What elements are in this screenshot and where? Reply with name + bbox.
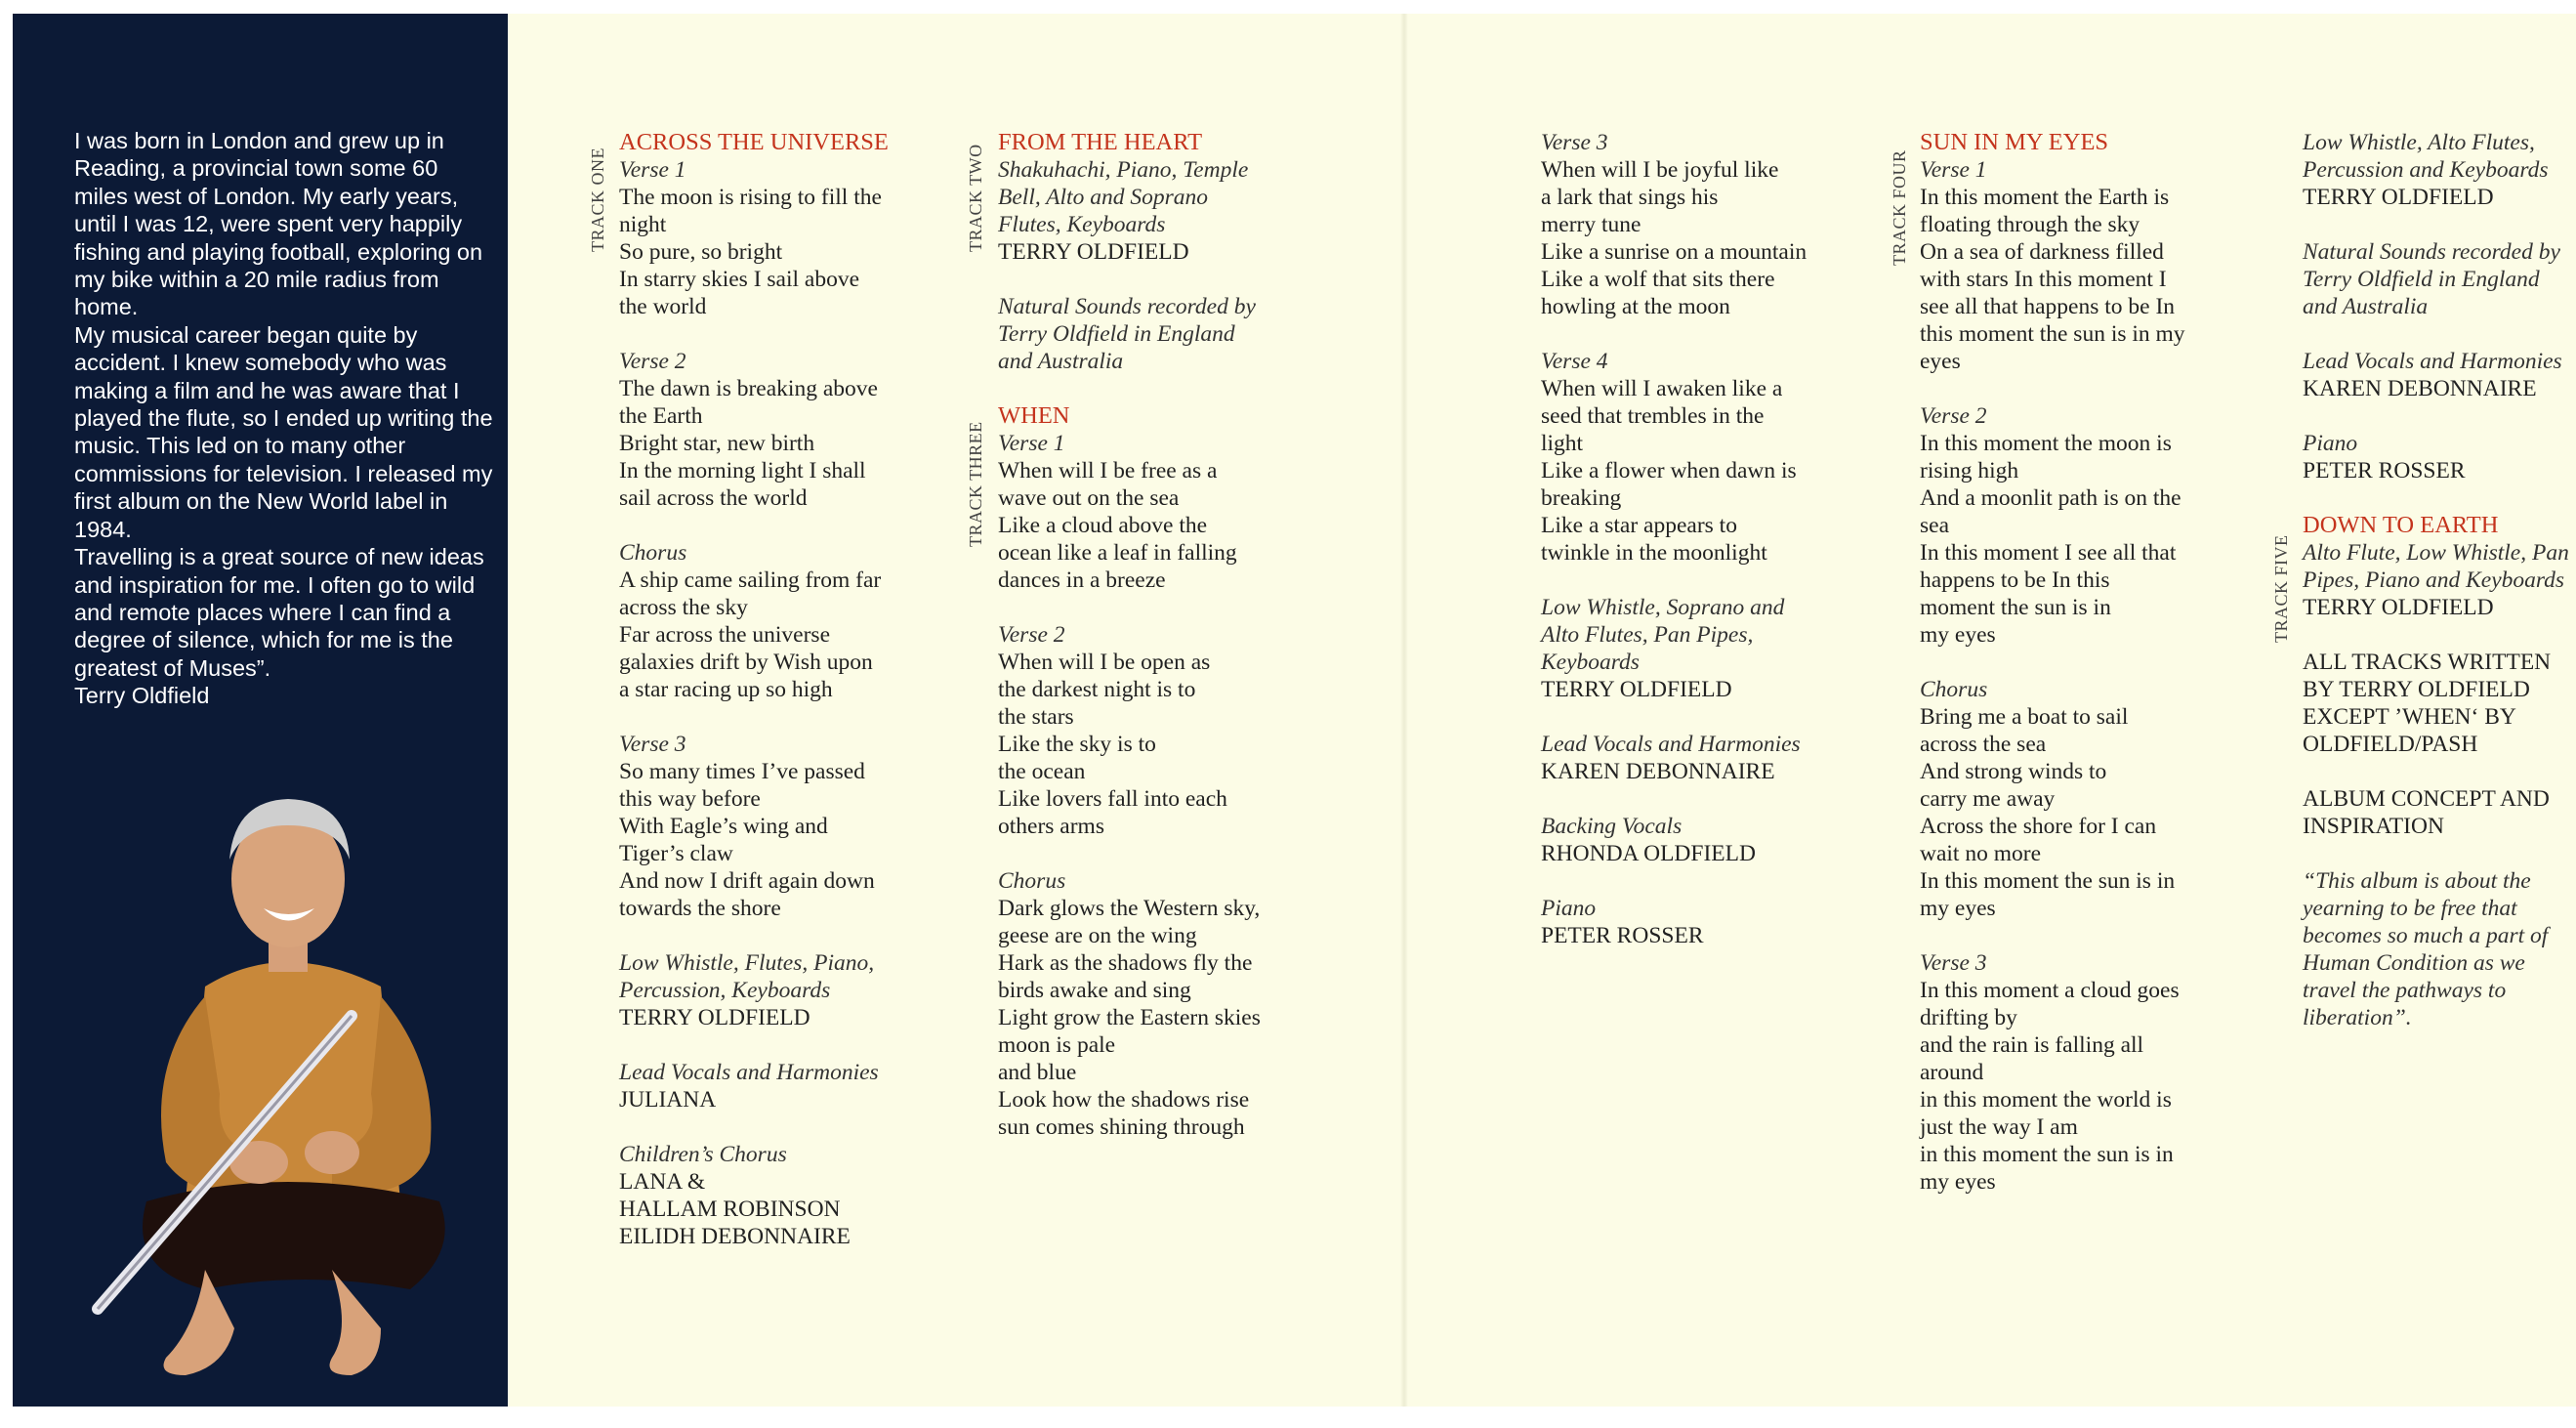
lyric-line: the world bbox=[619, 294, 707, 319]
track-title: DOWN TO EARTH bbox=[2303, 512, 2499, 538]
lyric-line: On a sea of darkness filled bbox=[1920, 239, 2164, 265]
credit-name: KAREN DEBONNAIRE bbox=[2303, 376, 2537, 401]
album-quote: “This album is about the bbox=[2303, 868, 2531, 894]
lyric-line: and the rain is falling all bbox=[1920, 1032, 2144, 1058]
verse-label: Verse 1 bbox=[998, 431, 1065, 456]
bio-paragraph: My musical career began quite by accident. I knew somebody who was making a film and he was aware that I played the flute, so I ended up writing the music. This led on to many other commissions for television. I released my first album on the New World label in 1984. bbox=[74, 321, 493, 542]
credit-name: EILIDH DEBONNAIRE bbox=[619, 1224, 851, 1249]
verse-label: Verse 2 bbox=[998, 622, 1065, 648]
track-one-column bbox=[619, 129, 889, 1250]
lyric-line: eyes bbox=[1920, 349, 1961, 374]
credit-name: TERRY OLDFIELD bbox=[2303, 595, 2494, 620]
lyric-line: moon is pale bbox=[998, 1032, 1116, 1058]
lyric-line: this way before bbox=[619, 786, 761, 812]
credit-label: Natural Sounds recorded by bbox=[2303, 239, 2560, 265]
lyric-line: sun comes shining through bbox=[998, 1114, 1245, 1140]
lyric-line: With Eagle’s wing and bbox=[619, 814, 828, 839]
album-quote: liberation”. bbox=[2303, 1005, 2412, 1030]
lyric-line: twinkle in the moonlight bbox=[1541, 540, 1767, 566]
chorus-label: Chorus bbox=[1920, 677, 1988, 702]
lyric-line: So pure, so bright bbox=[619, 239, 783, 265]
album-quote: becomes so much a part of bbox=[2303, 923, 2549, 948]
credit-label: Terry Oldfield in England bbox=[2303, 267, 2540, 292]
track-two-three-column bbox=[998, 129, 1261, 1141]
lyric-line: floating through the sky bbox=[1920, 212, 2140, 237]
credit-label: Shakuhachi, Piano, Temple bbox=[998, 157, 1249, 183]
lyric-line: across the sky bbox=[619, 595, 748, 620]
bio-paragraph: Travelling is a great source of new ideas and inspiration for me. I often go to wild and remote places where I can find a degree of silence, which for me is the greatest of Muses”. bbox=[74, 544, 484, 681]
album-quote: travel the pathways to bbox=[2303, 978, 2507, 1003]
track-title: ACROSS THE UNIVERSE bbox=[619, 129, 889, 155]
credit-label: Percussion and Keyboards bbox=[2303, 157, 2549, 183]
track-label-four: TRACK FOUR bbox=[1890, 149, 1909, 266]
track-label-one: TRACK ONE bbox=[588, 147, 607, 252]
lyric-line: my eyes bbox=[1920, 622, 1996, 648]
track-title: SUN IN MY EYES bbox=[1920, 129, 2109, 155]
writing-credit: EXCEPT ’WHEN‘ BY bbox=[2303, 704, 2516, 730]
lyric-line: around bbox=[1920, 1060, 1984, 1085]
lyric-line: Like a flower when dawn is bbox=[1541, 458, 1797, 483]
lyric-line: And strong winds to bbox=[1920, 759, 2107, 784]
lyric-line: And now I drift again down bbox=[619, 868, 875, 894]
credit-label: Low Whistle, Soprano and bbox=[1541, 595, 1785, 620]
lyric-line: my eyes bbox=[1920, 896, 1996, 921]
chorus-label: Chorus bbox=[998, 868, 1066, 894]
verse-label: Verse 3 bbox=[1541, 130, 1608, 155]
concept-credit: INSPIRATION bbox=[2303, 814, 2444, 839]
lyric-line: In this moment the Earth is bbox=[1920, 185, 2170, 210]
lyric-line: In this moment a cloud goes bbox=[1920, 978, 2180, 1003]
lyric-line: wave out on the sea bbox=[998, 485, 1180, 511]
artist-photo bbox=[88, 742, 488, 1377]
lyric-line: geese are on the wing bbox=[998, 923, 1197, 948]
lyric-line: Across the shore for I can bbox=[1920, 814, 2157, 839]
credit-label: Alto Flutes, Pan Pipes, bbox=[1541, 622, 1754, 648]
credit-label: Percussion, Keyboards bbox=[619, 978, 831, 1003]
track-three-continued-column bbox=[1541, 129, 1807, 949]
verse-label: Verse 1 bbox=[1920, 157, 1987, 183]
lyric-line: just the way I am bbox=[1920, 1114, 2078, 1140]
credit-name: KAREN DEBONNAIRE bbox=[1541, 759, 1775, 784]
credit-label: Piano bbox=[2303, 431, 2358, 456]
verse-label: Verse 3 bbox=[1920, 950, 1987, 976]
writing-credit: BY TERRY OLDFIELD bbox=[2303, 677, 2530, 702]
credit-name: PETER ROSSER bbox=[1541, 923, 1704, 948]
lyric-line: my eyes bbox=[1920, 1169, 1996, 1195]
credit-name: HALLAM ROBINSON bbox=[619, 1197, 841, 1222]
credit-label: Children’s Chorus bbox=[619, 1142, 787, 1167]
chorus-label: Chorus bbox=[619, 540, 687, 566]
lyric-line: Like a star appears to bbox=[1541, 513, 1737, 538]
lyric-line: Tiger’s claw bbox=[619, 841, 733, 866]
lyric-line: across the sea bbox=[1920, 732, 2047, 757]
lyric-line: in this moment the sun is in bbox=[1920, 1142, 2174, 1167]
credit-label: Flutes, Keyboards bbox=[998, 212, 1166, 237]
lyric-line: this moment the sun is in my bbox=[1920, 321, 2185, 347]
lyric-line: happens to be In this bbox=[1920, 567, 2110, 593]
lyric-line: Hark as the shadows fly the bbox=[998, 950, 1253, 976]
lyric-line: A ship came sailing from far bbox=[619, 567, 882, 593]
verse-label: Verse 2 bbox=[619, 349, 686, 374]
credit-name: TERRY OLDFIELD bbox=[2303, 185, 2494, 210]
credit-label: Terry Oldfield in England bbox=[998, 321, 1235, 347]
lyric-line: Look how the shadows rise bbox=[998, 1087, 1250, 1113]
verse-label: Verse 2 bbox=[1920, 403, 1987, 429]
lyric-line: towards the shore bbox=[619, 896, 781, 921]
lyric-line: When will I be open as bbox=[998, 650, 1211, 675]
lyric-line: dances in a breeze bbox=[998, 567, 1166, 593]
lyric-line: Dark glows the Western sky, bbox=[998, 896, 1261, 921]
track-title: FROM THE HEART bbox=[998, 129, 1203, 155]
lyric-line: birds awake and sing bbox=[998, 978, 1191, 1003]
lyric-line: see all that happens to be In bbox=[1920, 294, 2176, 319]
lyric-line: carry me away bbox=[1920, 786, 2056, 812]
lyric-line: The moon is rising to fill the bbox=[619, 185, 882, 210]
lyric-line: the darkest night is to bbox=[998, 677, 1196, 702]
credit-label: Alto Flute, Low Whistle, Pan bbox=[2303, 540, 2569, 566]
lyric-line: the ocean bbox=[998, 759, 1086, 784]
credit-label: Backing Vocals bbox=[1541, 814, 1683, 839]
lyric-line: and blue bbox=[998, 1060, 1077, 1085]
track-label-two: TRACK TWO bbox=[966, 144, 985, 252]
verse-label: Verse 3 bbox=[619, 732, 686, 757]
lyric-line: the stars bbox=[998, 704, 1074, 730]
credit-label: Low Whistle, Alto Flutes, bbox=[2303, 130, 2535, 155]
lyric-line: night bbox=[619, 212, 667, 237]
lyric-line: light bbox=[1541, 431, 1584, 456]
lyric-line: rising high bbox=[1920, 458, 2019, 483]
track-four-column bbox=[1920, 129, 2185, 1196]
lyric-line: in this moment the world is bbox=[1920, 1087, 2172, 1113]
lyric-line: In this moment the moon is bbox=[1920, 431, 2172, 456]
lyric-line: Bring me a boat to sail bbox=[1920, 704, 2129, 730]
verse-label: Verse 4 bbox=[1541, 349, 1608, 374]
lyric-line: Like the sky is to bbox=[998, 732, 1156, 757]
writing-credit: OLDFIELD/PASH bbox=[2303, 732, 2478, 757]
lyric-line: galaxies drift by Wish upon bbox=[619, 650, 873, 675]
lyric-line: howling at the moon bbox=[1541, 294, 1730, 319]
credit-label: Bell, Alto and Soprano bbox=[998, 185, 1208, 210]
lyric-line: breaking bbox=[1541, 485, 1622, 511]
credit-label: Keyboards bbox=[1541, 650, 1640, 675]
lyric-line: So many times I’ve passed bbox=[619, 759, 865, 784]
concept-credit: ALBUM CONCEPT AND bbox=[2303, 786, 2550, 812]
lyric-line: sail across the world bbox=[619, 485, 808, 511]
lyric-line: merry tune bbox=[1541, 212, 1641, 237]
credit-label: Piano bbox=[1541, 896, 1597, 921]
lyric-line: In starry skies I sail above bbox=[619, 267, 860, 292]
lyric-line: Like a sunrise on a mountain bbox=[1541, 239, 1807, 265]
credit-label: Natural Sounds recorded by bbox=[998, 294, 1256, 319]
bio-paragraph: I was born in London and grew up in Reading, a provincial town some 60 miles west of London. My early years, until I was 12, were spent very happily fishing and playing football, exploring on my bike within a 20 mile radius from home. bbox=[74, 128, 483, 320]
credit-name: TERRY OLDFIELD bbox=[619, 1005, 810, 1030]
lyric-line: And a moonlit path is on the bbox=[1920, 485, 2181, 511]
credit-name: LANA & bbox=[619, 1169, 706, 1195]
lyric-line: a star racing up so high bbox=[619, 677, 833, 702]
credit-name: JULIANA bbox=[619, 1087, 717, 1113]
credit-name: TERRY OLDFIELD bbox=[998, 239, 1189, 265]
lyric-line: sea bbox=[1920, 513, 1950, 538]
credit-label: and Australia bbox=[2303, 294, 2429, 319]
lyric-line: seed that trembles in the bbox=[1541, 403, 1765, 429]
lyric-line: moment the sun is in bbox=[1920, 595, 2111, 620]
credit-label: Lead Vocals and Harmonies bbox=[619, 1060, 879, 1085]
album-quote: yearning to be free that bbox=[2303, 896, 2517, 921]
lyric-line: In this moment I see all that bbox=[1920, 540, 2177, 566]
lyric-line: In this moment the sun is in bbox=[1920, 868, 2176, 894]
track-label-three: TRACK THREE bbox=[966, 421, 985, 547]
lyric-line: drifting by bbox=[1920, 1005, 2017, 1030]
lyric-line: Light grow the Eastern skies bbox=[998, 1005, 1261, 1030]
verse-label: Verse 1 bbox=[619, 157, 686, 183]
lyric-line: When will I be free as a bbox=[998, 458, 1218, 483]
lyric-line: The dawn is breaking above bbox=[619, 376, 878, 401]
lyric-line: Bright star, new birth bbox=[619, 431, 815, 456]
album-quote: Human Condition as we bbox=[2303, 950, 2525, 976]
lyric-line: Far across the universe bbox=[619, 622, 830, 648]
page-fold bbox=[1400, 14, 1408, 1407]
lyric-line: Like lovers fall into each bbox=[998, 786, 1227, 812]
track-title: WHEN bbox=[998, 402, 1070, 429]
credit-label: Pipes, Piano and Keyboards bbox=[2303, 567, 2565, 593]
lyric-line: Like a cloud above the bbox=[998, 513, 1208, 538]
credit-label: Low Whistle, Flutes, Piano, bbox=[619, 950, 875, 976]
lyric-line: with stars In this moment I bbox=[1920, 267, 2167, 292]
artist-biography bbox=[74, 127, 494, 710]
writing-credit: ALL TRACKS WRITTEN bbox=[2303, 650, 2552, 675]
lyric-line: Like a wolf that sits there bbox=[1541, 267, 1775, 292]
credit-name: PETER ROSSER bbox=[2303, 458, 2466, 483]
lyric-line: In the morning light I shall bbox=[619, 458, 866, 483]
bio-signature: Terry Oldfield bbox=[74, 683, 210, 709]
lyric-line: ocean like a leaf in falling bbox=[998, 540, 1237, 566]
lyric-line: wait no more bbox=[1920, 841, 2041, 866]
track-four-credits-five-column bbox=[2303, 129, 2569, 1031]
lyric-line: a lark that sings his bbox=[1541, 185, 1719, 210]
credit-label: Lead Vocals and Harmonies bbox=[2303, 349, 2562, 374]
track-label-five: TRACK FIVE bbox=[2271, 534, 2291, 643]
lyric-line: the Earth bbox=[619, 403, 703, 429]
lyric-line: others arms bbox=[998, 814, 1104, 839]
lyric-line: When will I awaken like a bbox=[1541, 376, 1783, 401]
credit-label: Lead Vocals and Harmonies bbox=[1541, 732, 1801, 757]
credit-name: TERRY OLDFIELD bbox=[1541, 677, 1732, 702]
credit-label: and Australia bbox=[998, 349, 1124, 374]
credit-name: RHONDA OLDFIELD bbox=[1541, 841, 1756, 866]
lyric-line: When will I be joyful like bbox=[1541, 157, 1779, 183]
